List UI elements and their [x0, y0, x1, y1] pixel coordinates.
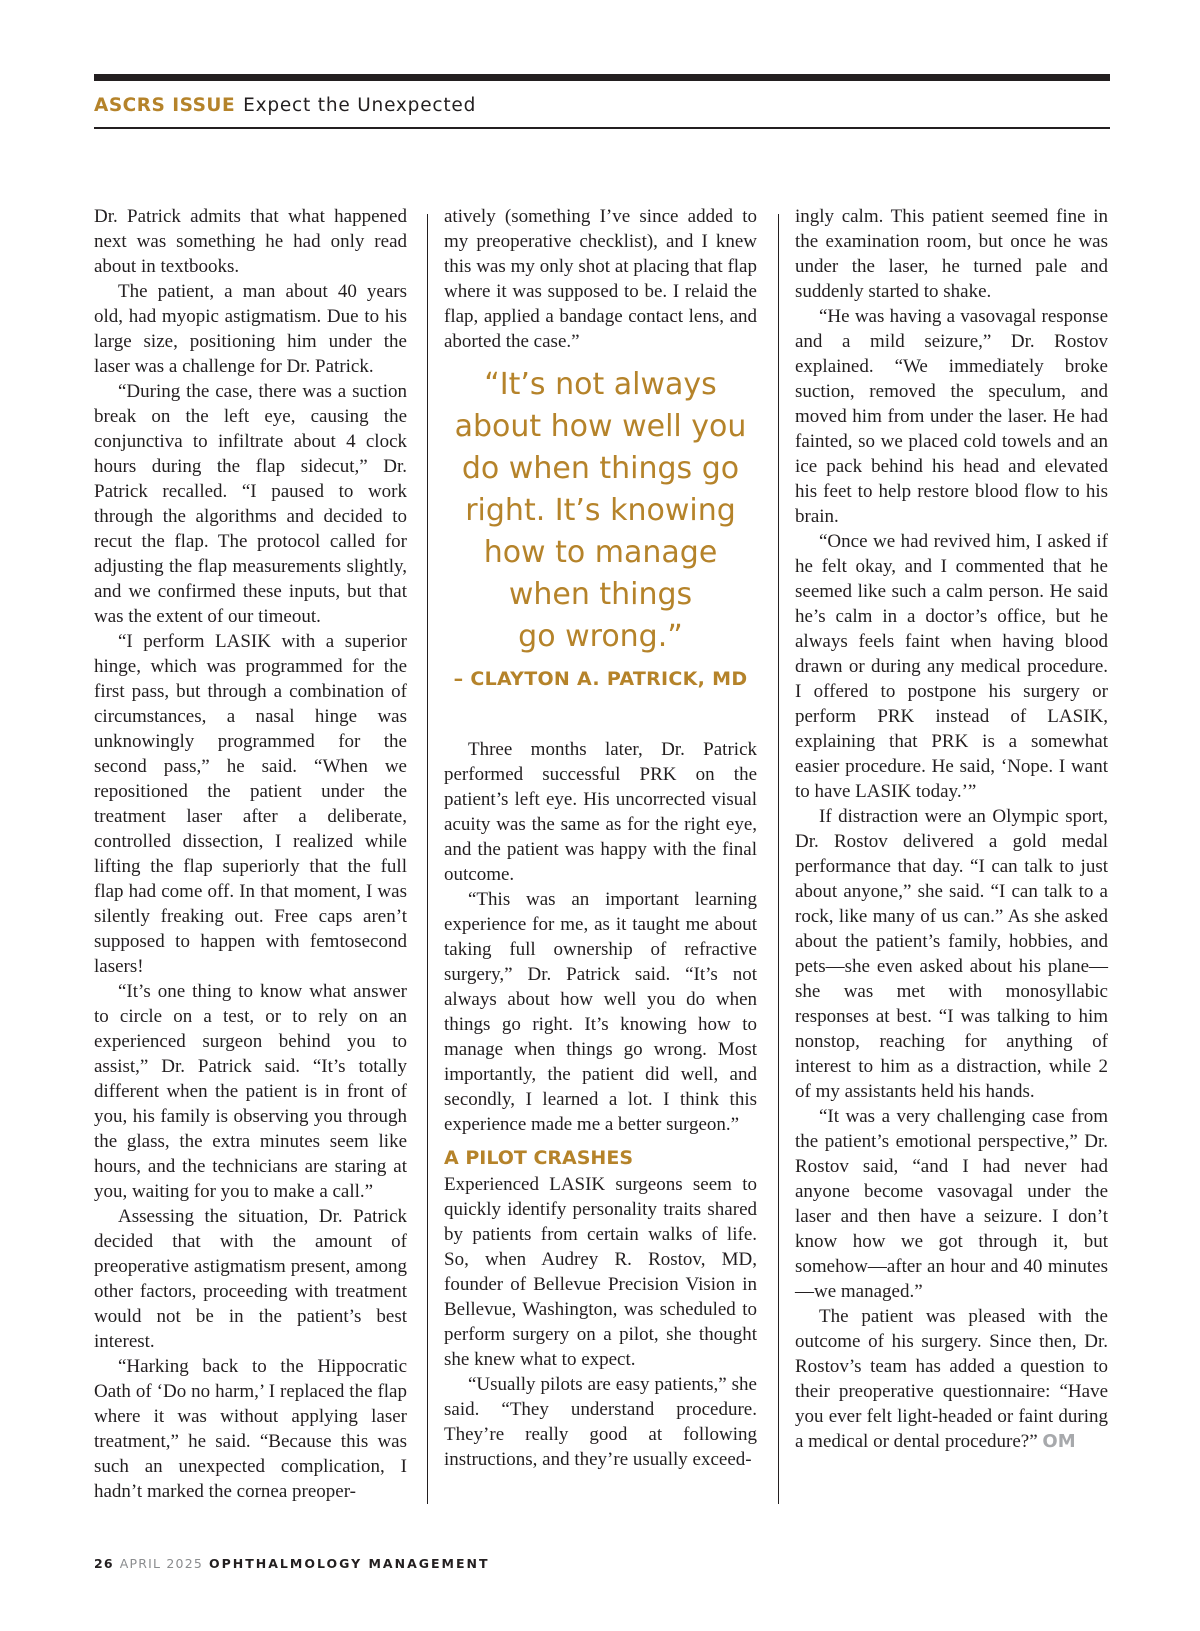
paragraph: Dr. Patrick admits that what happened next was something he had only read about in textbooks.: [94, 206, 407, 277]
pull-quote-line: about how well you: [454, 409, 747, 444]
page-number: 26: [94, 1556, 114, 1571]
paragraph: “This was an important learning experience for me, as it taught me about taking full ownership of refractive surgery,” Dr. Patrick said. “It’s not always about how well you do when things go right. It’s knowing how to manage when things go wrong. Most importantly, the patient did well, and secondly, I learned a lot. I think this experience made me a better surgeon.”: [444, 889, 757, 1135]
column-2: [444, 204, 757, 1472]
pull-quote-line: go wrong.”: [518, 619, 683, 654]
paragraph: Experienced LASIK surgeons seem to quickly identify personality traits shared by patients from certain walks of life. So, when Audrey R. Rostov, MD, founder of Bellevue Precision Vision in Bellevue, Washington, was scheduled to perform surgery on a pilot, she thought she knew what to expect.: [444, 1174, 757, 1370]
pull-quote-line: how to manage: [483, 535, 718, 570]
paragraph: “I perform LASIK with a superior hinge, which was programmed for the first pass, but through a combination of circumstances, a nasal hinge was unknowingly programmed for the second pass,” he said. “When we repositioned the patient under the treatment laser after a deliberate, controlled dissection, I realized while lifting the flap superiorly that the full flap had come off. In that moment, I was silently freaking out. Free caps aren’t supposed to happen with femtosecond lasers!: [94, 631, 407, 977]
paragraph: “He was having a vasovagal response and a mild seizure,” Dr. Rostov explained. “We immediately broke suction, removed the speculum, and moved him from under the laser. He had fainted, so we placed cold towels and an ice pack behind his head and elevated his feet to help restore blood flow to his brain.: [795, 306, 1108, 527]
pull-quote-line: “It’s not always: [484, 367, 717, 402]
pull-quote: [444, 364, 757, 658]
section-label: ASCRS ISSUE: [94, 95, 236, 116]
paragraph: [795, 1304, 1108, 1454]
paragraph: Assessing the situation, Dr. Patrick decided that with the amount of preoperative astigmatism present, among other factors, proceeding with treatment would not be in the patient’s best interest.: [94, 1206, 407, 1352]
paragraph: If distraction were an Olympic sport, Dr. Rostov delivered a gold medal performance that day. “I can talk to just about anyone,” she said. “I can talk to a rock, like many of us can.” As she asked about the patient’s family, hobbies, and pets—she even asked about his plane—she was met with monosyllabic responses at best. “I was talking to him nonstop, reaching for anything of interest to him as a distraction, while 2 of my assistants held his hands.: [795, 806, 1108, 1102]
paragraph: ingly calm. This patient seemed fine in the examination room, but once he was under the laser, he turned pale and suddenly started to shake.: [795, 206, 1108, 302]
header-rule: [94, 127, 1110, 129]
paragraph: atively (something I’ve since added to my preoperative checklist), and I knew this was my only shot at placing that flap where it was supposed to be. I relaid the flap, applied a bandage contact lens, and aborted the case.”: [444, 206, 757, 352]
publication-name: OPHTHALMOLOGY MANAGEMENT: [209, 1556, 490, 1571]
paragraph: “Harking back to the Hippocratic Oath of ‘Do no harm,’ I replaced the flap where it was without applying laser treatment,” he said. “Because this was such an unexpected complication, I hadn’t marked the cornea preoper-: [94, 1356, 407, 1502]
paragraph: “Usually pilots are easy patients,” she said. “They understand procedure. They’re really good at following instructions, and they’re usually exceed-: [444, 1374, 757, 1470]
subhead: A PILOT CRASHES: [444, 1147, 633, 1169]
column-1: [94, 204, 407, 1504]
column-divider: [778, 214, 779, 1504]
paragraph: “It’s one thing to know what answer to circle on a test, or to rely on an experienced surgeon behind you to assist,” Dr. Patrick said. “It’s totally different when the patient is in front of you, his family is observing you through the glass, the extra minutes seem like hours, and the technicians are staring at you, waiting for you to make a call.”: [94, 981, 407, 1202]
paragraph-text: The patient was pleased with the outcome of his surgery. Since then, Dr. Rostov’s team has added a question to their preoperative questionnaire: “Have you ever felt light-headed or faint during a medical or dental procedure?”: [795, 1306, 1108, 1452]
paragraph: The patient, a man about 40 years old, had myopic astigmatism. Due to his large size, positioning him under the laser was a challenge for Dr. Patrick.: [94, 281, 407, 377]
column-divider: [427, 214, 428, 1504]
end-mark: OM: [1042, 1431, 1076, 1452]
pull-quote-line: do when things go: [461, 451, 740, 486]
column-3: [795, 204, 1108, 1454]
issue-date: APRIL 2025: [119, 1556, 204, 1571]
pull-quote-line: right. It’s knowing: [465, 493, 736, 528]
running-header: [94, 92, 1110, 130]
paragraph: “Once we had revived him, I asked if he felt okay, and I commented that he seemed like such a calm person. He said he’s calm in a doctor’s office, but he always feels faint when having blood drawn or during any medical procedure. I offered to postpone his surgery or perform PRK instead of LASIK, explaining that PRK is a somewhat easier procedure. He said, ‘Nope. I want to have LASIK today.’”: [795, 531, 1108, 802]
paragraph: “During the case, there was a suction break on the left eye, causing the conjunctiva to infiltrate about 4 clock hours during the flap sidecut,” Dr. Patrick recalled. “I paused to work through the algorithms and decided to recut the flap. The protocol called for adjusting the flap measurements slightly, and we confirmed these inputs, but that was the extent of our timeout.: [94, 381, 407, 627]
paragraph: Three months later, Dr. Patrick performed successful PRK on the patient’s left eye. His uncorrected visual acuity was the same as for the right eye, and the patient was happy with the final outcome.: [444, 739, 757, 885]
top-rule: [94, 74, 1110, 81]
header-title: Expect the Unexpected: [243, 95, 477, 116]
pull-quote-attribution: – CLAYTON A. PATRICK, MD: [453, 668, 748, 690]
page-footer: [94, 1555, 490, 1573]
pull-quote-line: when things: [508, 577, 693, 612]
paragraph: “It was a very challenging case from the patient’s emotional perspective,” Dr. Rostov said, “and I had never had anyone become vasovagal under the laser and then have a seizure. I don’t know how we got through it, but somehow—after an hour and 40 minutes—we managed.”: [795, 1106, 1108, 1302]
